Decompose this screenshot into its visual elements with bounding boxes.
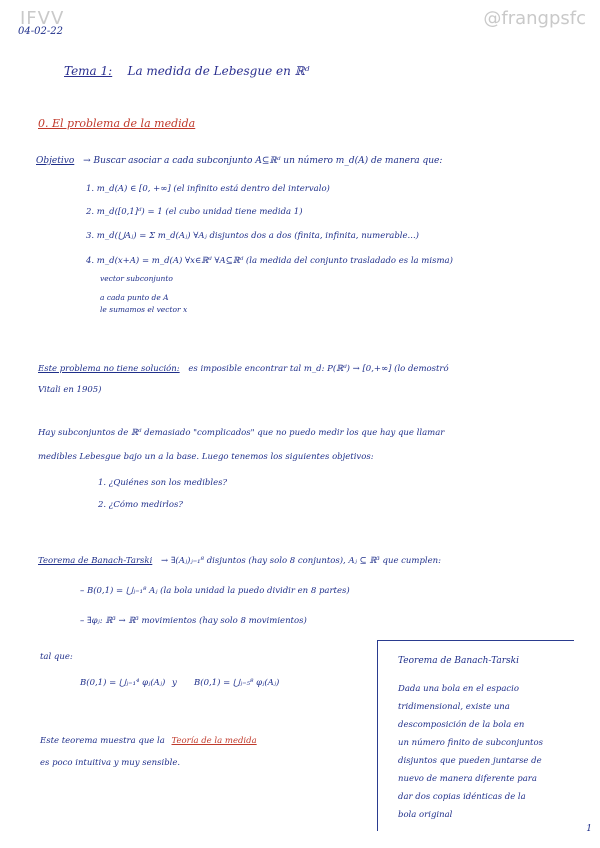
subsets-line-2: medibles Lebesgue bajo un a la base. Luego tenemos los siguientes objetivos: — [38, 452, 374, 462]
question-2: 2. ¿Cómo medirlos? — [98, 500, 183, 510]
date: 04-02-22 — [18, 26, 63, 37]
box-line: bola original — [398, 810, 453, 820]
conclusion-line-1 — [40, 736, 257, 746]
theorem-equation-2: B(0,1) = ⋃ⱼ₌₅⁸ φⱼ(Aⱼ) — [194, 678, 280, 688]
problem-line-1 — [38, 364, 449, 374]
objective-item-2: 2. m_d([0,1]ᵈ) = 1 (el cubo unidad tiene medida 1) — [86, 207, 303, 217]
objective-item-1: 1. m_d(A) ∈ [0, +∞] (el infinito está dentro del intervalo) — [86, 184, 330, 194]
conclusion-pre: Este teorema muestra que la — [40, 736, 165, 746]
theorem-and: y — [172, 678, 177, 688]
theorem-bullet-2: – ∃φⱼ: ℝ³ → ℝ³ movimientos (hay solo 8 movimientos) — [80, 616, 307, 626]
theorem-equation-1: B(0,1) = ⋃ⱼ₌₁⁴ φⱼ(Aⱼ) — [80, 678, 166, 688]
section-heading: 0. El problema de la medida — [38, 117, 196, 130]
subsets-line-1: Hay subconjuntos de ℝᵈ demasiado "complicados" que no puedo medir los que hay que llamar — [38, 428, 445, 438]
problem-heading: Este problema no tiene solución: — [38, 364, 180, 374]
watermark-left: IFVV — [20, 8, 65, 29]
title-prefix: Tema 1: — [64, 64, 113, 78]
objective-label: Objetivo — [36, 156, 75, 166]
theorem-statement: → ∃(Aⱼ)ⱼ₌₁⁸ disjuntos (hay solo 8 conjuntos), Aⱼ ⊆ ℝ³ que cumplen: — [161, 556, 441, 566]
page-number: 1 — [586, 824, 592, 834]
objective-note-3: le sumamos el vector x — [100, 305, 188, 314]
box-title: Teorema de Banach-Tarski — [398, 656, 520, 666]
box-line: dar dos copias idénticas de la — [398, 792, 526, 802]
objective-note-1: vector subconjunto — [100, 274, 173, 283]
theorem-bullet-1: – B(0,1) = ⋃ⱼ₌₁⁸ Aⱼ (la bola unidad la puedo dividir en 8 partes) — [80, 586, 350, 596]
theorem-heading: Teorema de Banach-Tarski — [38, 556, 153, 566]
conclusion-line-2: es poco intuitiva y muy sensible. — [40, 758, 181, 768]
box-line: un número finito de subconjuntos — [398, 738, 543, 748]
conclusion-link: Teoría de la medida — [171, 736, 257, 746]
theorem-such-that: tal que: — [40, 652, 73, 662]
box-line: nuevo de manera diferente para — [398, 774, 537, 784]
objective-row — [36, 156, 442, 166]
title-text: La medida de Lebesgue en ℝᵈ — [127, 64, 310, 78]
theorem-box — [377, 640, 574, 831]
problem-text: es imposible encontrar tal m_d: P(ℝᵈ) → [0,+∞] (lo demostró — [188, 364, 449, 374]
objective-item-4: 4. m_d(x+A) = m_d(A) ∀x∈ℝᵈ ∀A⊆ℝᵈ (la medida del conjunto trasladado es la misma) — [86, 256, 453, 266]
watermark-right: @frangpsfc — [483, 8, 586, 29]
problem-line-2: Vitali en 1905) — [38, 385, 102, 395]
objective-item-3: 3. m_d(⋃Aⱼ) = Σ m_d(Aⱼ) ∀Aⱼ disjuntos dos a dos (finita, infinita, numerable...) — [86, 231, 419, 241]
box-line: descomposición de la bola en — [398, 720, 525, 730]
box-line: tridimensional, existe una — [398, 702, 510, 712]
question-1: 1. ¿Quiénes son los medibles? — [98, 478, 228, 488]
box-line: Dada una bola en el espacio — [398, 684, 520, 694]
objective-intro: → Buscar asociar a cada subconjunto A⊆ℝᵈ un número m_d(A) de manera que: — [83, 156, 443, 166]
page-title — [64, 64, 309, 78]
theorem-line-1 — [38, 556, 441, 566]
box-line: disjuntos que pueden juntarse de — [398, 756, 542, 766]
objective-note-2: a cada punto de A — [100, 293, 169, 302]
